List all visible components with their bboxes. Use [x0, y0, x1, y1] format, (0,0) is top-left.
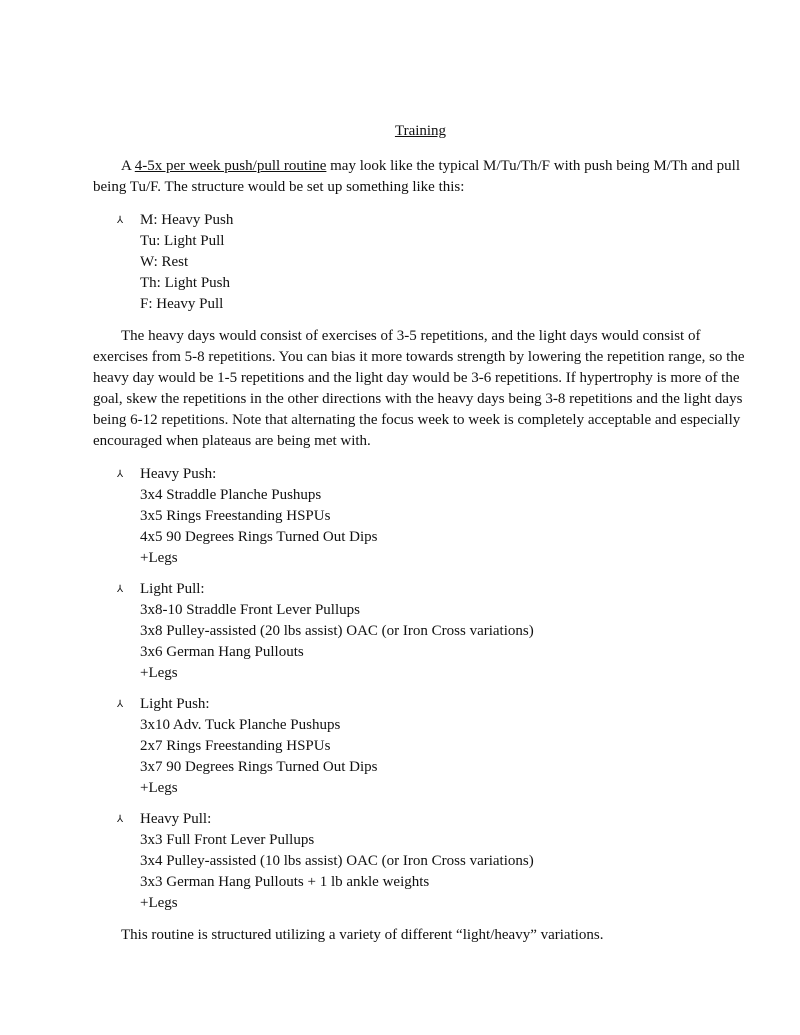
document-title [93, 121, 748, 142]
exercise-item: +Legs [140, 895, 178, 911]
exercise-item: 4x5 90 Degrees Rings Turned Out Dips [140, 529, 378, 545]
bullet-icon: ⅄ [117, 584, 124, 595]
exercise-item: 3x4 Straddle Planche Pushups [140, 487, 322, 503]
exercise-item: 3x6 German Hang Pullouts [140, 644, 304, 660]
repetition-paragraph: The heavy days would consist of exercises of 3-5 repetitions, and the light days would consist of exercises from 5-8 repetitions. You can bias it more towards strength by lowering the repetition range, so the heavy day would be 1-5 repetitions and the light day would be 3-6 repetitions. If hypertrophy is more of the goal, skew the repetitions in the other directions with the heavy days being 3-8 repetitions and the light days being 6-12 repetitions. Note that alternating the focus week to week is completely acceptable and especially encouraged when plateaus are being met with. [93, 328, 745, 449]
exercise-item: 3x7 90 Degrees Rings Turned Out Dips [140, 759, 378, 775]
bullet-icon: ⅄ [117, 469, 124, 480]
intro-suffix: may look like the typical M/Tu/Th/F with push being M/Th and pull being Tu/F. The structure would be set up something like this: [93, 158, 740, 195]
exercise-item: 3x3 German Hang Pullouts + 1 lb ankle weights [140, 874, 430, 890]
closing-paragraph: This routine is structured utilizing a variety of different “light/heavy” variations. [121, 927, 604, 943]
exercise-item: 3x10 Adv. Tuck Planche Pushups [140, 717, 341, 733]
workout-heavy-pull [93, 809, 748, 914]
bullet-icon: ⅄ [117, 699, 124, 710]
exercise-item: +Legs [140, 550, 178, 566]
schedule-day-monday: M: Heavy Push [140, 212, 234, 228]
exercise-item: 2x7 Rings Freestanding HSPUs [140, 738, 331, 754]
exercise-item: 3x3 Full Front Lever Pullups [140, 832, 315, 848]
schedule-day-friday: F: Heavy Pull [140, 296, 224, 312]
routine-link[interactable]: 4-5x per week push/pull routine [134, 158, 327, 174]
workout-heading: Heavy Push: [140, 466, 217, 482]
workout-light-push [93, 694, 748, 799]
schedule-day-wednesday: W: Rest [140, 254, 189, 270]
schedule-day-thursday: Th: Light Push [140, 275, 231, 291]
exercise-item: 3x8-10 Straddle Front Lever Pullups [140, 602, 360, 618]
exercise-item: +Legs [140, 665, 178, 681]
exercise-item: +Legs [140, 780, 178, 796]
workout-heading: Light Push: [140, 696, 210, 712]
title-text: Training [394, 123, 447, 139]
schedule-list [93, 210, 748, 315]
document-page [93, 121, 748, 946]
schedule-day-tuesday: Tu: Light Pull [140, 233, 225, 249]
exercise-item: 3x4 Pulley-assisted (10 lbs assist) OAC (or Iron Cross variations) [140, 853, 534, 869]
bullet-icon: ⅄ [117, 215, 124, 226]
exercise-item: 3x8 Pulley-assisted (20 lbs assist) OAC (or Iron Cross variations) [140, 623, 534, 639]
workout-heavy-push [93, 464, 748, 569]
workout-list [93, 464, 748, 914]
workout-heading: Light Pull: [140, 581, 205, 597]
bullet-icon: ⅄ [117, 814, 124, 825]
exercise-item: 3x5 Rings Freestanding HSPUs [140, 508, 331, 524]
workout-heading: Heavy Pull: [140, 811, 212, 827]
intro-paragraph [93, 156, 748, 198]
schedule-list-item [93, 210, 748, 315]
intro-prefix: A [121, 158, 135, 174]
workout-light-pull [93, 579, 748, 684]
